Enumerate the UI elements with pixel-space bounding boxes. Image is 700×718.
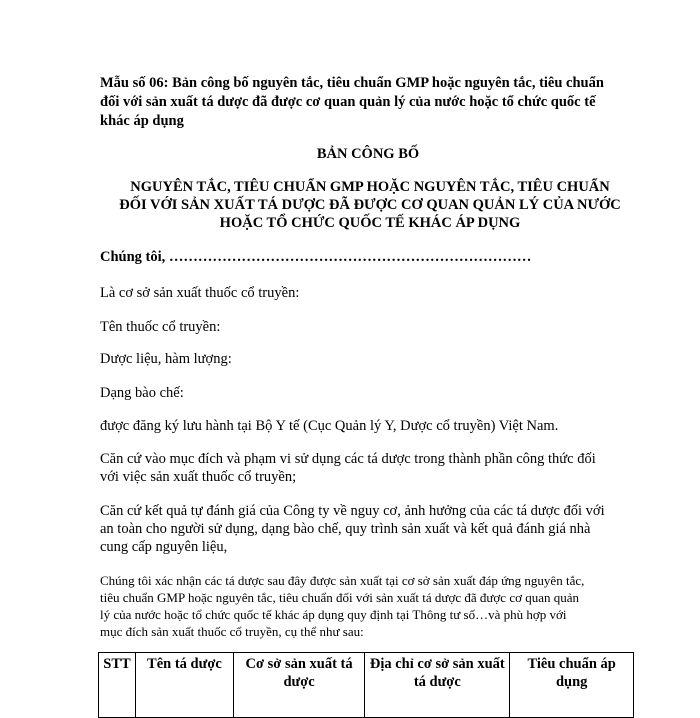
paragraph-line: mục đích sản xuất thuốc cổ truyền, cụ thể như sau: <box>100 624 364 639</box>
table-header-row <box>99 653 634 718</box>
subtitle-line: NGUYÊN TẮC, TIÊU CHUẨN GMP HOẶC NGUYÊN TẮC, TIÊU CHUẨN <box>130 179 610 195</box>
paragraph-line: lý của nước hoặc tổ chức quốc tế khác áp dụng quy định tại Thông tư số…và phù hợp với <box>100 607 567 622</box>
confirmation-paragraph <box>100 572 640 640</box>
basis-assessment <box>100 502 640 556</box>
paragraph-line: cung cấp nguyên liệu, <box>100 539 228 555</box>
document-subtitle <box>20 178 700 232</box>
paragraph-line: Chúng tôi xác nhận các tá dược sau đây được sản xuất tại cơ sở sản xuất đáp ứng nguyên tắc, <box>100 573 585 588</box>
col-header-stt: STT <box>99 653 136 718</box>
form-heading-line: đối với sản xuất tá dược đã được cơ quan quản lý của nước hoặc tổ chức quốc tế <box>100 94 596 110</box>
paragraph-line: tiêu chuẩn GMP hoặc nguyên tắc, tiêu chuẩn đối với sản xuất tá dược đã được cơ quan quản <box>100 590 580 605</box>
we-line: Chúng tôi, ………………………………………………………………… <box>100 249 532 265</box>
basis-purpose <box>100 450 640 486</box>
col-header-manufacturer: Cơ sở sản xuất tá dược <box>233 653 364 718</box>
form-heading-line: Mẫu số 06: Bản công bố nguyên tắc, tiêu chuẩn GMP hoặc nguyên tắc, tiêu chuẩn <box>100 75 604 91</box>
dosage-form-line: Dạng bào chế: <box>100 385 184 401</box>
document-title: BẢN CÔNG BỐ <box>316 146 420 162</box>
paragraph-line: Căn cứ vào mục đích và phạm vi sử dụng các tá dược trong thành phần công thức đối <box>100 451 596 467</box>
subtitle-line: HOẶC TỔ CHỨC QUỐC TẾ KHÁC ÁP DỤNG <box>219 215 521 231</box>
paragraph-line: an toàn cho người sử dụng, dạng bào chế, quy trình sản xuất và kết quả đánh giá nhà <box>100 521 591 537</box>
excipient-table <box>98 652 634 718</box>
medicine-name-line: Tên thuốc cổ truyền: <box>100 319 221 335</box>
paragraph-line: với việc sản xuất thuốc cổ truyền; <box>100 469 297 485</box>
form-heading-line: khác áp dụng <box>100 113 184 129</box>
registered-line: được đăng ký lưu hành tại Bộ Y tế (Cục Quản lý Y, Dược cổ truyền) Việt Nam. <box>100 418 559 434</box>
herb-content-line: Dược liệu, hàm lượng: <box>100 351 232 367</box>
facility-line: Là cơ sở sản xuất thuốc cổ truyền: <box>100 285 300 301</box>
paragraph-line: Căn cứ kết quả tự đánh giá của Công ty về nguy cơ, ảnh hưởng của các tá dược đối với <box>100 503 605 519</box>
col-header-manufacturer-address: Địa chỉ cơ sở sản xuất tá dược <box>365 653 510 718</box>
form-heading <box>100 74 635 131</box>
subtitle-line: ĐỐI VỚI SẢN XUẤT TÁ DƯỢC ĐÃ ĐƯỢC CƠ QUAN QUẢN LÝ CỦA NƯỚC <box>119 197 621 213</box>
col-header-applied-standard: Tiêu chuẩn áp dụng <box>510 653 634 718</box>
col-header-excipient-name: Tên tá dược <box>135 653 233 718</box>
